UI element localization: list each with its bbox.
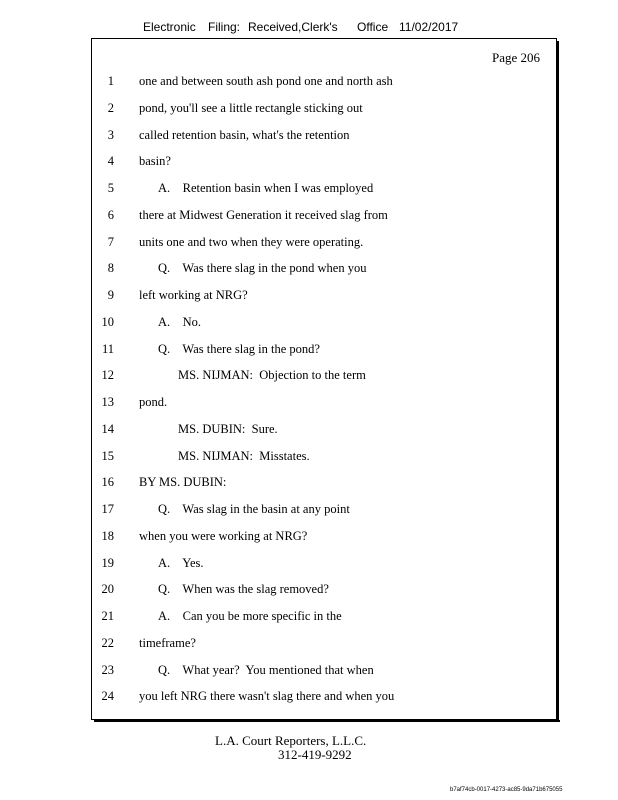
transcript-line xyxy=(0,422,618,440)
line-text: Q. Was there slag in the pond when you xyxy=(158,261,367,276)
line-number: 22 xyxy=(101,635,114,650)
line-number: 21 xyxy=(101,609,114,623)
filing-stamp-electronic: Electronic xyxy=(143,20,196,34)
transcript-line xyxy=(0,181,618,199)
line-text: A. Yes. xyxy=(158,555,204,570)
filing-stamp-filing: Filing: xyxy=(208,20,241,34)
transcript-line xyxy=(0,288,618,306)
transcript-line xyxy=(0,342,618,360)
line-number: 8 xyxy=(107,261,114,276)
line-number: 9 xyxy=(107,288,114,302)
line-number: 13 xyxy=(101,395,114,409)
transcript-line xyxy=(0,475,618,493)
line-number: 10 xyxy=(101,314,114,329)
line-text: Q. What year? You mentioned that when xyxy=(158,662,374,677)
transcript-line xyxy=(0,208,618,226)
line-number: 4 xyxy=(107,154,114,169)
line-text: one and between south ash pond one and north ash xyxy=(139,74,393,88)
line-number: 19 xyxy=(101,555,114,570)
document-id: b7af74cb-0017-4273-ac85-9da71b675055 xyxy=(450,787,563,793)
transcript-line xyxy=(0,315,618,333)
frame-shadow-bottom xyxy=(94,720,560,722)
filing-stamp-received: Received,Clerk's xyxy=(248,20,338,34)
line-text: MS. NIJMAN: Objection to the term xyxy=(178,368,366,383)
line-text: BY MS. DUBIN: xyxy=(139,475,227,490)
transcript-line xyxy=(0,609,618,627)
reporter-company: L.A. Court Reporters, L.L.C. xyxy=(215,733,367,748)
line-number: 12 xyxy=(101,368,114,383)
reporter-phone: 312-419-9292 xyxy=(278,747,352,762)
line-text: pond. xyxy=(139,395,168,409)
transcript-line xyxy=(0,74,618,92)
line-number: 18 xyxy=(101,528,114,543)
line-text: pond, you'll see a little rectangle sticking out xyxy=(139,100,363,115)
line-number: 3 xyxy=(107,127,114,142)
line-text: there at Midwest Generation it received slag from xyxy=(139,207,388,222)
line-number: 5 xyxy=(107,181,114,195)
line-text: you left NRG there wasn't slag there and when you xyxy=(139,689,395,704)
line-text: Q. When was the slag removed? xyxy=(158,582,329,597)
line-number: 6 xyxy=(107,207,114,222)
line-number: 1 xyxy=(107,74,114,88)
line-number: 24 xyxy=(101,689,114,704)
transcript-line xyxy=(0,529,618,547)
line-number: 20 xyxy=(101,582,114,597)
filing-stamp-office: Office xyxy=(357,20,389,34)
filing-stamp-date: 11/02/2017 xyxy=(399,20,459,34)
line-text: timeframe? xyxy=(139,635,196,650)
line-text: units one and two when they were operating. xyxy=(139,234,364,249)
filing-stamp xyxy=(0,20,618,36)
line-text: when you were working at NRG? xyxy=(139,528,308,543)
page-number: Page 206 xyxy=(491,50,540,65)
transcript-line xyxy=(0,502,618,520)
transcript-line xyxy=(0,235,618,253)
line-number: 14 xyxy=(101,421,114,436)
transcript-line xyxy=(0,261,618,279)
line-number: 2 xyxy=(107,100,114,115)
line-text: called retention basin, what's the retention xyxy=(139,127,350,142)
line-text: Q. Was slag in the basin at any point xyxy=(158,502,350,516)
transcript-line xyxy=(0,449,618,467)
transcript-line xyxy=(0,582,618,600)
line-text: A. Retention basin when I was employed xyxy=(158,181,374,195)
line-number: 23 xyxy=(101,662,114,677)
line-text: left working at NRG? xyxy=(139,288,248,302)
line-number: 17 xyxy=(101,502,114,516)
line-text: basin? xyxy=(139,154,171,169)
transcript-line xyxy=(0,128,618,146)
transcript-line xyxy=(0,368,618,386)
transcript-line xyxy=(0,395,618,413)
transcript-line xyxy=(0,663,618,681)
transcript-line xyxy=(0,154,618,172)
transcript-line xyxy=(0,636,618,654)
transcript-line xyxy=(0,689,618,707)
line-text: A. Can you be more specific in the xyxy=(158,609,342,623)
line-text: A. No. xyxy=(158,314,202,329)
line-number: 7 xyxy=(107,234,114,249)
line-number: 15 xyxy=(101,448,114,463)
line-text: Q. Was there slag in the pond? xyxy=(158,341,320,356)
line-number: 11 xyxy=(101,341,114,356)
transcript-line xyxy=(0,101,618,119)
line-text: MS. NIJMAN: Misstates. xyxy=(178,448,310,463)
line-number: 16 xyxy=(101,475,114,490)
transcript-line xyxy=(0,556,618,574)
line-text: MS. DUBIN: Sure. xyxy=(178,421,278,436)
